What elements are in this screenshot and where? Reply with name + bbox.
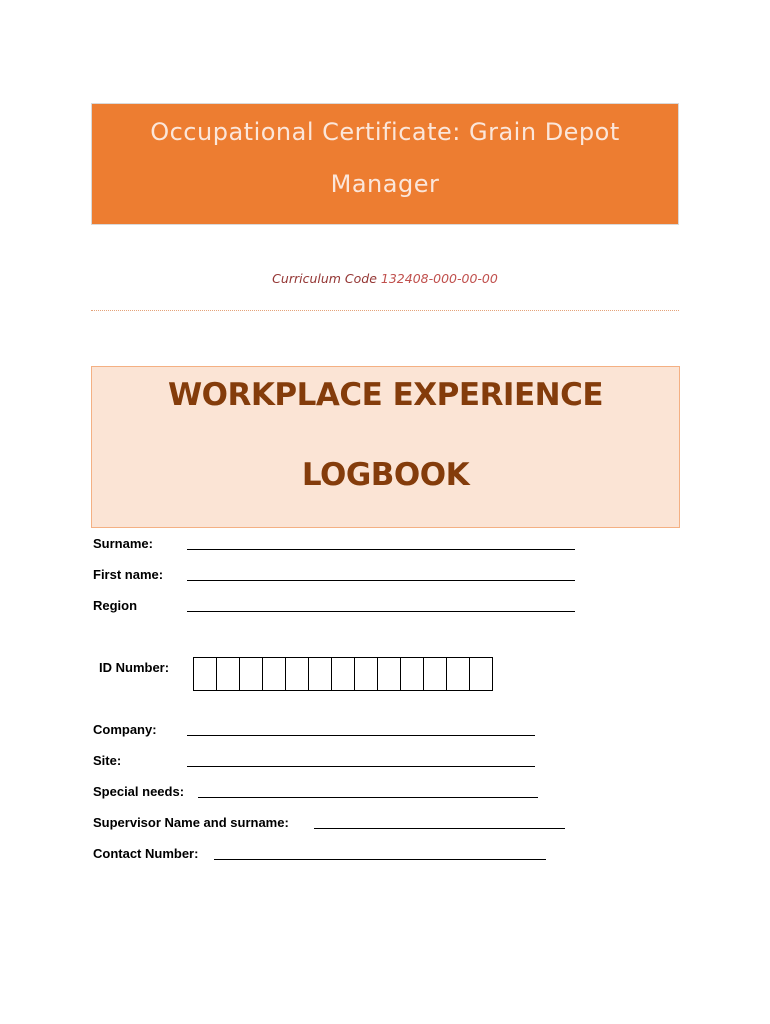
id-number-digit-box[interactable] xyxy=(263,657,286,691)
curriculum-code xyxy=(0,271,770,286)
curriculum-code-value: 132408-000-00-00 xyxy=(380,271,498,286)
supervisor-field[interactable] xyxy=(314,828,565,829)
first-name-label: First name: xyxy=(93,567,164,582)
special-needs-label: Special needs: xyxy=(93,784,185,799)
site-field[interactable] xyxy=(187,766,535,767)
id-number-digit-box[interactable] xyxy=(378,657,401,691)
curriculum-code-label: Curriculum Code xyxy=(272,271,377,286)
certificate-title-banner xyxy=(91,103,679,225)
id-number-label: ID Number: xyxy=(99,660,170,675)
special-needs-field[interactable] xyxy=(198,797,538,798)
contact-number-label: Contact Number: xyxy=(93,846,199,861)
dotted-divider xyxy=(91,310,679,311)
logbook-title-box xyxy=(91,366,680,528)
id-number-digit-box[interactable] xyxy=(240,657,263,691)
surname-label: Surname: xyxy=(93,536,153,551)
id-number-digit-box[interactable] xyxy=(447,657,470,691)
surname-field[interactable] xyxy=(187,549,575,550)
id-number-digit-box[interactable] xyxy=(401,657,424,691)
company-label: Company: xyxy=(93,722,157,737)
region-field[interactable] xyxy=(187,611,575,612)
company-field[interactable] xyxy=(187,735,535,736)
supervisor-label: Supervisor Name and surname: xyxy=(93,815,289,830)
id-number-boxes xyxy=(193,657,493,691)
id-number-digit-box[interactable] xyxy=(355,657,378,691)
logbook-title-line-1: WORKPLACE EXPERIENCE xyxy=(167,377,604,413)
id-number-digit-box[interactable] xyxy=(193,657,217,691)
id-number-digit-box[interactable] xyxy=(470,657,493,691)
id-number-digit-box[interactable] xyxy=(286,657,309,691)
logbook-title-line-2: LOGBOOK xyxy=(301,457,470,493)
region-label: Region xyxy=(93,598,138,613)
contact-number-field[interactable] xyxy=(214,859,546,860)
certificate-title-line-1: Occupational Certificate: Grain Depot xyxy=(150,118,620,146)
id-number-digit-box[interactable] xyxy=(217,657,240,691)
site-label: Site: xyxy=(93,753,122,768)
id-number-digit-box[interactable] xyxy=(309,657,332,691)
id-number-digit-box[interactable] xyxy=(424,657,447,691)
certificate-title-line-2: Manager xyxy=(330,170,440,198)
id-number-digit-box[interactable] xyxy=(332,657,355,691)
first-name-field[interactable] xyxy=(187,580,575,581)
